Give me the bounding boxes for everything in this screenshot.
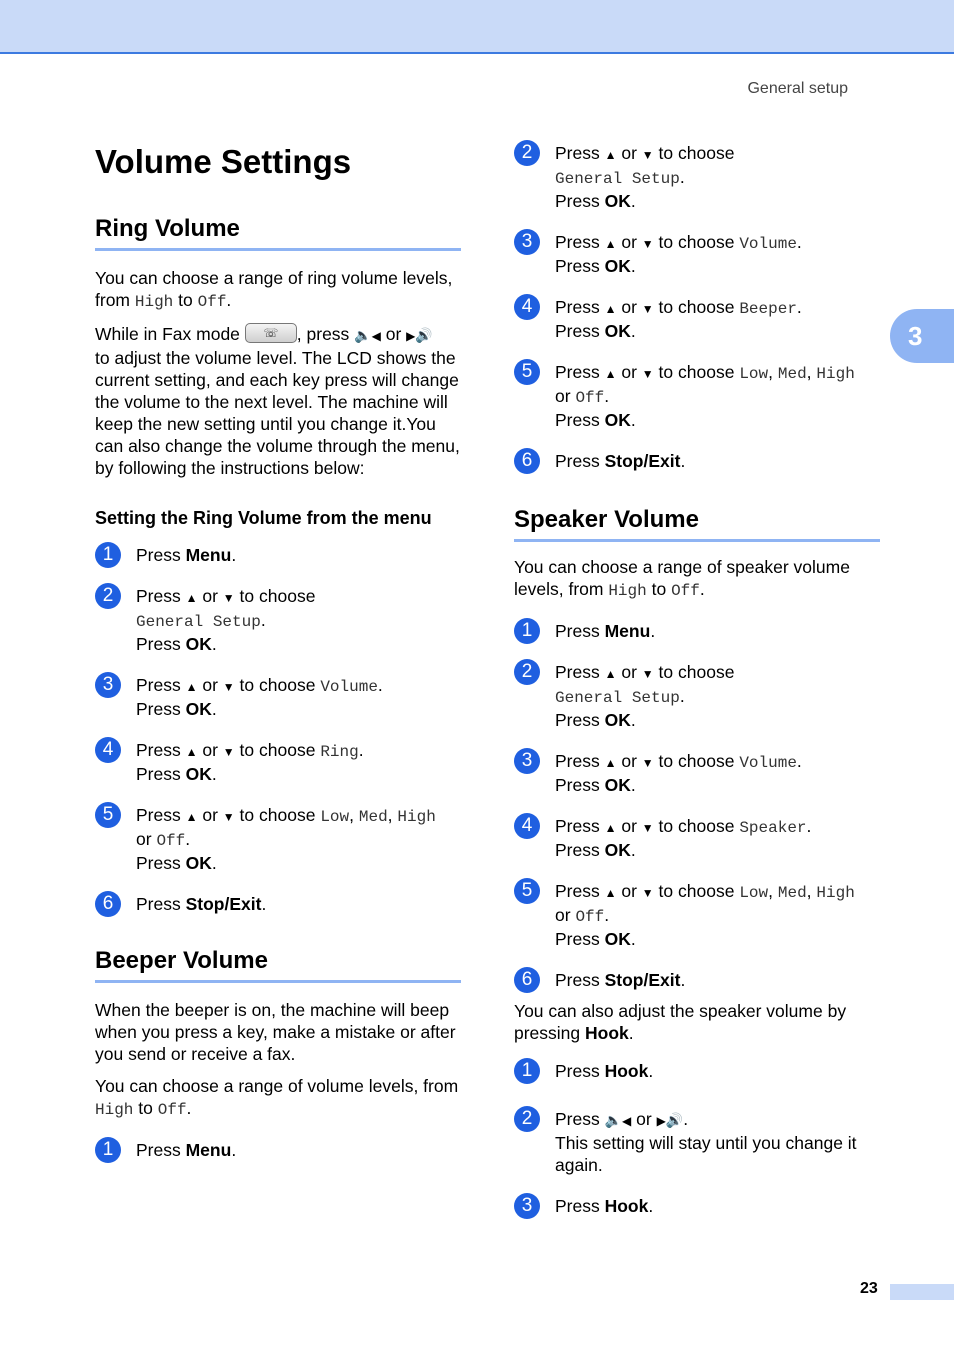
step-number: 1: [514, 1058, 540, 1084]
text: .: [796, 751, 802, 771]
text: Press: [555, 191, 605, 211]
text: .: [260, 610, 266, 630]
text: Press: [555, 710, 605, 730]
text: ,: [768, 881, 778, 901]
step-number: 1: [95, 542, 121, 568]
text: to choose: [234, 805, 321, 825]
text: Press: [555, 929, 605, 949]
step-number: 6: [514, 448, 540, 474]
text: Press: [136, 634, 186, 654]
value-off: Off: [157, 1101, 187, 1119]
text: While in Fax mode: [95, 324, 245, 344]
text: .: [211, 699, 217, 719]
key-hook: Hook: [604, 1061, 649, 1081]
up-arrow-icon: ▲: [604, 237, 617, 251]
value-off: Off: [671, 582, 700, 600]
beeper-step-3: [514, 231, 880, 277]
value-general-setup: General Setup: [136, 613, 261, 631]
text: .: [683, 1109, 689, 1129]
text: .: [630, 710, 636, 730]
text: to: [173, 290, 198, 310]
speaker-intro: [514, 556, 880, 602]
value-high: High: [134, 293, 174, 311]
step-number: 5: [514, 878, 540, 904]
speaker-step-5: [514, 880, 880, 950]
step-number: 3: [514, 229, 540, 255]
step-number: 3: [514, 748, 540, 774]
ring-step-4: [95, 739, 461, 785]
text: to choose: [653, 816, 740, 836]
text: or: [616, 143, 642, 163]
text: to choose: [234, 740, 321, 760]
text: to choose: [653, 232, 740, 252]
text: Press: [555, 143, 605, 163]
speaker-low-icon: 🔈: [354, 327, 372, 343]
ring-menu-subheading: Setting the Ring Volume from the menu: [95, 508, 432, 528]
page-number: 23: [860, 1280, 878, 1297]
text: .: [231, 1140, 237, 1160]
value-high: High: [95, 1101, 134, 1119]
ring-step-5: [95, 804, 461, 874]
text: to choose: [653, 751, 740, 771]
text: You can choose a range of speaker volume levels, from: [514, 557, 850, 599]
speaker-step-2: [514, 661, 880, 731]
text: .: [377, 675, 383, 695]
text: Press: [136, 586, 186, 606]
value-ring: Ring: [320, 743, 359, 761]
text: Press: [555, 751, 605, 771]
text: or: [616, 816, 642, 836]
key-ok: OK: [604, 710, 631, 730]
value-off: Off: [575, 389, 605, 407]
value-general-setup: General Setup: [555, 170, 680, 188]
value-volume: Volume: [739, 754, 797, 772]
text: .: [630, 191, 636, 211]
key-hook: Hook: [585, 1023, 629, 1043]
beeper-step-5: [514, 361, 880, 431]
text: .: [630, 410, 636, 430]
value-high: High: [397, 808, 436, 826]
up-arrow-icon: ▲: [604, 367, 617, 381]
value-med: Med: [777, 365, 807, 383]
value-high: High: [816, 884, 855, 902]
step-number: 2: [95, 583, 121, 609]
down-arrow-icon: ▼: [641, 667, 654, 681]
ring-description: [95, 323, 461, 479]
key-ok: OK: [604, 929, 631, 949]
key-ok: OK: [604, 840, 631, 860]
text: .: [231, 545, 237, 565]
value-high: High: [608, 582, 647, 600]
text: .: [679, 167, 685, 187]
text: ,: [768, 362, 778, 382]
text: Press: [555, 840, 605, 860]
text: or: [197, 675, 223, 695]
key-ok: OK: [604, 321, 631, 341]
text: Press: [555, 662, 605, 682]
text: ,: [806, 881, 817, 901]
key-ok: OK: [604, 410, 631, 430]
text: Press: [136, 699, 186, 719]
left-arrow-icon: ◀: [371, 329, 381, 343]
text: .: [796, 297, 802, 317]
text: Press: [136, 764, 186, 784]
text: Press: [136, 805, 186, 825]
key-ok: OK: [604, 775, 631, 795]
text: You can also adjust the speaker volume by pressing: [514, 1001, 847, 1043]
text: or: [631, 1109, 657, 1129]
speaker-step-1: [514, 620, 880, 642]
text: .: [604, 386, 610, 406]
down-arrow-icon: ▼: [641, 821, 654, 835]
text: Press: [555, 451, 605, 471]
key-ok: OK: [185, 764, 212, 784]
hook-intro: [514, 1000, 880, 1044]
right-arrow-icon: ▶: [406, 329, 416, 343]
step-number: 4: [95, 737, 121, 763]
up-arrow-icon: ▲: [185, 591, 198, 605]
text: .: [630, 256, 636, 276]
speaker-step-4: [514, 815, 880, 861]
text: or: [197, 586, 223, 606]
chapter-number: 3: [908, 320, 923, 351]
up-arrow-icon: ▲: [604, 667, 617, 681]
text: Press: [555, 362, 605, 382]
left-arrow-icon: ◀: [622, 1114, 632, 1128]
text: .: [680, 970, 686, 990]
step-number: 6: [514, 967, 540, 993]
text: .: [630, 775, 636, 795]
value-speaker: Speaker: [739, 819, 807, 837]
text: or: [616, 362, 642, 382]
text: .: [630, 840, 636, 860]
value-volume: Volume: [739, 235, 797, 253]
ring-step-1: [95, 544, 461, 566]
text: to choose: [234, 675, 321, 695]
text: or: [616, 662, 642, 682]
text: or: [380, 324, 407, 344]
key-ok: OK: [604, 191, 631, 211]
key-menu: Menu: [604, 621, 651, 641]
ring-step-6: [95, 893, 461, 915]
down-arrow-icon: ▼: [641, 148, 654, 162]
beeper-step-6: [514, 450, 880, 472]
text: .: [185, 829, 191, 849]
text: Press: [555, 1061, 605, 1081]
beeper-step-1: [95, 1139, 461, 1161]
value-low: Low: [739, 884, 769, 902]
speaker-volume-heading: Speaker Volume: [514, 505, 880, 542]
text: or: [616, 881, 642, 901]
left-column: [95, 138, 461, 1180]
key-hook: Hook: [604, 1196, 649, 1216]
step-number: 3: [95, 672, 121, 698]
text: .: [630, 321, 636, 341]
down-arrow-icon: ▼: [222, 745, 235, 759]
value-low: Low: [739, 365, 769, 383]
text: .: [211, 764, 217, 784]
text: or: [197, 805, 223, 825]
text: Press: [555, 970, 605, 990]
text: .: [699, 579, 705, 599]
beeper-step-4: [514, 296, 880, 342]
value-med: Med: [358, 808, 388, 826]
text: or: [616, 232, 642, 252]
chapter-tab: [890, 309, 954, 363]
text: to: [646, 579, 672, 599]
step-number: 5: [514, 359, 540, 385]
text: Press: [136, 1140, 186, 1160]
speaker-high-icon: 🔊: [665, 1112, 684, 1128]
ring-step-2: [95, 585, 461, 655]
down-arrow-icon: ▼: [641, 302, 654, 316]
text: .: [680, 451, 686, 471]
beeper-range: [95, 1075, 461, 1121]
text: to adjust the volume level. The LCD shows the current setting, and each key press will change the volume to the next level. The machine will keep the new setting until you change it.You can also change the volume through the menu, by following the instructions below:: [95, 348, 460, 478]
key-ok: OK: [185, 699, 212, 719]
text: or: [555, 386, 576, 406]
text: .: [648, 1061, 654, 1081]
down-arrow-icon: ▼: [641, 367, 654, 381]
text: .: [806, 816, 812, 836]
value-general-setup: General Setup: [555, 689, 680, 707]
text: Press: [555, 1196, 605, 1216]
key-ok: OK: [604, 256, 631, 276]
up-arrow-icon: ▲: [185, 745, 198, 759]
text: to: [133, 1098, 158, 1118]
step-number: 6: [95, 891, 121, 917]
text: Press: [136, 740, 186, 760]
text: Press: [136, 545, 186, 565]
key-stop-exit: Stop/Exit: [604, 970, 681, 990]
text: Press: [136, 853, 186, 873]
text: Press: [555, 256, 605, 276]
text: , press: [296, 324, 355, 344]
text: ,: [387, 805, 398, 825]
down-arrow-icon: ▼: [641, 756, 654, 770]
step-number: 3: [514, 1193, 540, 1219]
value-low: Low: [320, 808, 350, 826]
hook-note: This setting will stay until you change it again.: [555, 1133, 857, 1175]
down-arrow-icon: ▼: [222, 810, 235, 824]
step-number: 4: [514, 294, 540, 320]
text: .: [226, 290, 232, 310]
running-header: General setup: [747, 80, 848, 97]
speaker-high-icon: 🔊: [415, 327, 433, 343]
step-number: 1: [514, 618, 540, 644]
text: Press: [555, 232, 605, 252]
key-ok: OK: [185, 853, 212, 873]
text: or: [136, 829, 157, 849]
step-number: 2: [514, 659, 540, 685]
text: Press: [136, 894, 186, 914]
beeper-volume-heading: Beeper Volume: [95, 946, 461, 983]
page-title: Volume Settings: [95, 143, 352, 180]
hook-step-2: [514, 1108, 880, 1176]
value-off: Off: [575, 908, 605, 926]
text: ,: [806, 362, 817, 382]
step-number: 2: [514, 140, 540, 166]
text: .: [358, 740, 364, 760]
speaker-step-6: [514, 969, 880, 991]
text: Press: [555, 297, 605, 317]
text: or: [555, 905, 576, 925]
up-arrow-icon: ▲: [604, 302, 617, 316]
text: or: [197, 740, 223, 760]
up-arrow-icon: ▲: [185, 810, 198, 824]
text: Press: [555, 1109, 605, 1129]
step-number: 4: [514, 813, 540, 839]
text: .: [604, 905, 610, 925]
value-beeper: Beeper: [739, 300, 797, 318]
text: Press: [555, 881, 605, 901]
text: .: [211, 853, 217, 873]
step-number: 5: [95, 802, 121, 828]
up-arrow-icon: ▲: [604, 756, 617, 770]
key-ok: OK: [185, 634, 212, 654]
up-arrow-icon: ▲: [604, 148, 617, 162]
text: or: [616, 297, 642, 317]
up-arrow-icon: ▲: [604, 821, 617, 835]
text: You can choose a range of volume levels, from: [95, 1076, 459, 1096]
text: Press: [555, 621, 605, 641]
key-menu: Menu: [185, 1140, 232, 1160]
text: Press: [555, 321, 605, 341]
beeper-step-2: [514, 142, 880, 212]
hook-step-3: [514, 1195, 880, 1217]
ring-step-3: [95, 674, 461, 720]
step-number: 2: [514, 1106, 540, 1132]
speaker-low-icon: 🔈: [604, 1112, 623, 1128]
text: .: [186, 1098, 192, 1118]
up-arrow-icon: ▲: [604, 886, 617, 900]
text: Press: [555, 775, 605, 795]
text: .: [630, 929, 636, 949]
text: .: [796, 232, 802, 252]
value-off: Off: [156, 832, 186, 850]
text: to choose: [653, 297, 740, 317]
down-arrow-icon: ▼: [641, 237, 654, 251]
value-volume: Volume: [320, 678, 378, 696]
hook-step-1: [514, 1060, 880, 1082]
text: ,: [349, 805, 359, 825]
key-stop-exit: Stop/Exit: [185, 894, 262, 914]
down-arrow-icon: ▼: [222, 680, 235, 694]
text: .: [628, 1023, 634, 1043]
text: to choose: [653, 362, 740, 382]
page-number-bar: [890, 1284, 954, 1300]
text: .: [648, 1196, 654, 1216]
fax-button-icon: ☏: [245, 323, 297, 343]
text: You can choose a range of ring volume levels, from: [95, 268, 453, 310]
text: to choose: [653, 662, 735, 682]
key-menu: Menu: [185, 545, 232, 565]
text: .: [650, 621, 656, 641]
text: .: [261, 894, 267, 914]
value-high: High: [816, 365, 855, 383]
right-arrow-icon: ▶: [656, 1114, 666, 1128]
key-stop-exit: Stop/Exit: [604, 451, 681, 471]
text: .: [679, 686, 685, 706]
right-column: [514, 142, 880, 1236]
down-arrow-icon: ▼: [641, 886, 654, 900]
text: to choose: [653, 143, 735, 163]
value-off: Off: [197, 293, 227, 311]
step-number: 1: [95, 1137, 121, 1163]
up-arrow-icon: ▲: [185, 680, 198, 694]
text: Press: [555, 816, 605, 836]
text: to choose: [234, 586, 316, 606]
ring-intro: [95, 267, 461, 313]
ring-volume-heading: Ring Volume: [95, 214, 461, 251]
text: .: [211, 634, 217, 654]
value-med: Med: [777, 884, 807, 902]
beeper-description: When the beeper is on, the machine will beep when you press a key, make a mistake or after you send or receive a fax.: [95, 1000, 456, 1064]
text: to choose: [653, 881, 740, 901]
text: Press: [136, 675, 186, 695]
speaker-step-3: [514, 750, 880, 796]
down-arrow-icon: ▼: [222, 591, 235, 605]
text: or: [616, 751, 642, 771]
text: Press: [555, 410, 605, 430]
top-band: [0, 0, 954, 54]
